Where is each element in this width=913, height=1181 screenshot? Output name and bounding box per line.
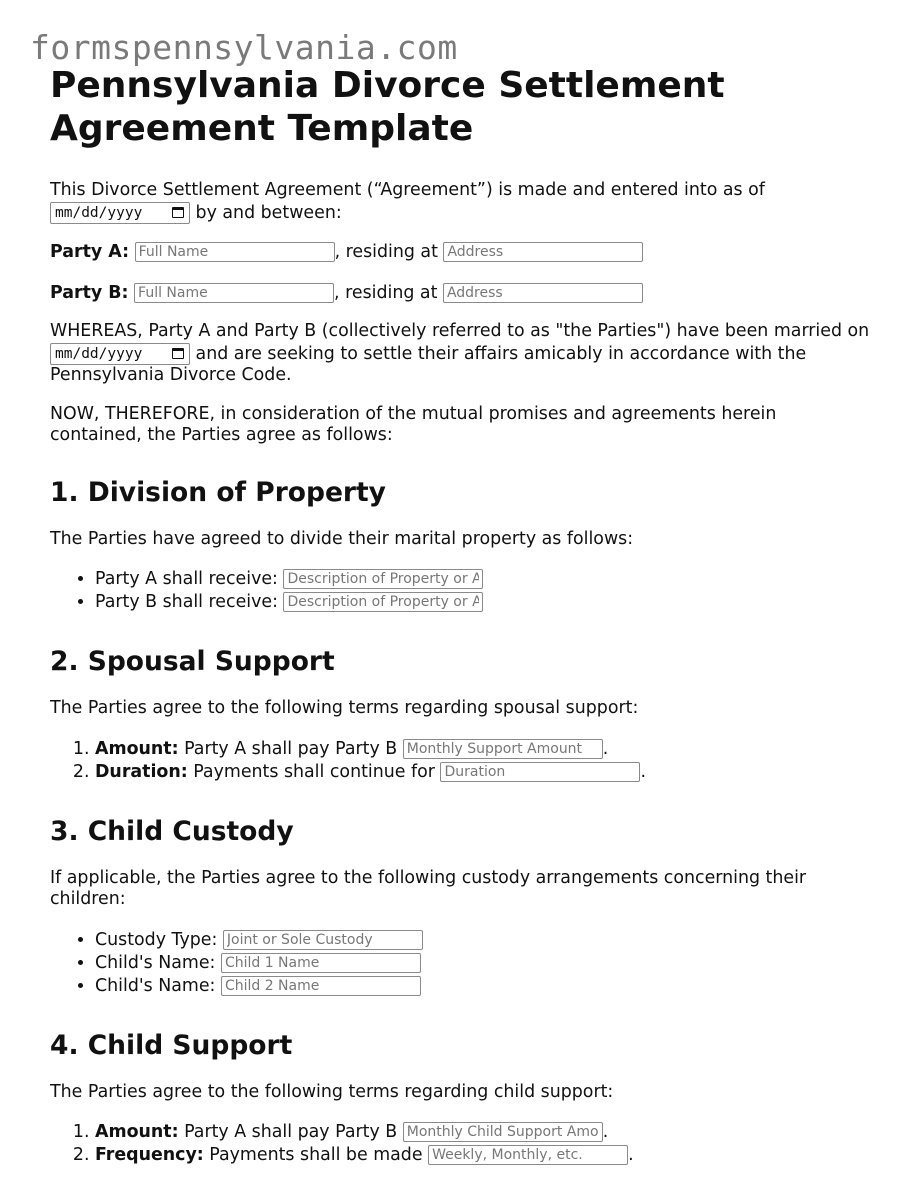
item-bold-label: Duration: xyxy=(95,761,188,782)
custody-type-input[interactable] xyxy=(223,930,423,950)
child-support-list xyxy=(50,1121,870,1167)
spousal-intro: The Parties agree to the following terms regarding spousal support: xyxy=(50,698,639,718)
list-item xyxy=(95,568,870,591)
party-a-label: Party A: xyxy=(50,242,130,262)
item-label: Payments shall be made xyxy=(209,1145,423,1165)
child-support-amount-input[interactable] xyxy=(403,1122,603,1142)
agreement-date-input[interactable] xyxy=(50,202,190,224)
item-end: . xyxy=(640,761,646,782)
party-a-address-input[interactable] xyxy=(443,242,643,262)
party-b-address-input[interactable] xyxy=(443,283,643,303)
date-placeholder: mm/dd/yyyy xyxy=(55,204,143,221)
list-item xyxy=(95,1144,870,1167)
item-label: Custody Type: xyxy=(95,929,218,950)
child-2-name-input[interactable] xyxy=(221,976,421,996)
now-therefore-paragraph: NOW, THEREFORE, in consideration of the mutual promises and agreements herein contained, the Parties agree as follows: xyxy=(50,403,777,445)
list-item xyxy=(95,738,870,761)
child-1-name-input[interactable] xyxy=(221,953,421,973)
item-label: Payments shall continue for xyxy=(193,761,435,782)
item-label: Party A shall pay Party B xyxy=(184,738,398,759)
item-end: . xyxy=(628,1145,634,1165)
intro-text-after: by and between: xyxy=(195,202,342,223)
document-body xyxy=(50,64,870,1167)
list-item xyxy=(95,929,870,952)
party-b-line xyxy=(50,283,870,305)
property-list xyxy=(50,568,870,614)
party-b-label: Party B: xyxy=(50,282,129,303)
party-b-property-input[interactable] xyxy=(283,592,483,612)
item-label: Party B shall receive: xyxy=(95,592,278,612)
whereas-text: WHEREAS, Party A and Party B (collectively referred to as "the Parties") have been married on xyxy=(50,321,870,341)
party-a-line xyxy=(50,242,870,264)
list-item xyxy=(95,761,870,784)
heading-child-custody: 3. Child Custody xyxy=(50,815,294,847)
list-item xyxy=(95,1121,870,1144)
item-label: Party A shall receive: xyxy=(95,569,278,589)
party-a-property-input[interactable] xyxy=(283,569,483,589)
item-bold-label: Amount: xyxy=(95,1122,179,1142)
party-a-name-input[interactable] xyxy=(135,242,335,262)
marriage-date-input[interactable] xyxy=(50,343,190,365)
watermark: formspennsylvania.com xyxy=(30,28,458,67)
item-end: . xyxy=(602,1122,609,1142)
party-b-residing: , residing at xyxy=(334,282,438,303)
item-label: Child's Name: xyxy=(95,952,216,973)
list-item xyxy=(95,975,870,998)
item-label: Party A shall pay Party B xyxy=(184,1122,398,1142)
child-support-intro: The Parties agree to the following terms regarding child support: xyxy=(50,1081,614,1102)
custody-list xyxy=(50,929,870,998)
item-end: . xyxy=(602,738,609,759)
date-placeholder: mm/dd/yyyy xyxy=(55,345,143,362)
page-title: Pennsylvania Divorce Settlement Agreement Template xyxy=(50,65,725,149)
calendar-icon[interactable] xyxy=(172,207,184,218)
list-item xyxy=(95,591,870,614)
heading-division-of-property: 1. Division of Property xyxy=(50,476,386,508)
heading-spousal-support: 2. Spousal Support xyxy=(50,646,335,677)
item-bold-label: Amount: xyxy=(95,738,179,759)
property-intro: The Parties have agreed to divide their marital property as follows: xyxy=(50,528,634,549)
child-support-frequency-input[interactable] xyxy=(428,1145,628,1165)
whereas-text-after: and are seeking to settle their affairs amicably in accordance with the Pennsylvania Divorce Code. xyxy=(50,343,807,385)
whereas-paragraph xyxy=(50,321,870,387)
party-b-name-input[interactable] xyxy=(134,283,334,303)
spousal-list xyxy=(50,738,870,784)
spousal-duration-input[interactable] xyxy=(440,762,640,782)
heading-child-support: 4. Child Support xyxy=(50,1029,293,1061)
intro-text: This Divorce Settlement Agreement (“Agreement”) is made and entered into as of xyxy=(50,180,765,200)
custody-intro: If applicable, the Parties agree to the following custody arrangements concerning their children: xyxy=(50,867,807,909)
list-item xyxy=(95,952,870,975)
party-a-residing: , residing at xyxy=(334,242,438,262)
intro-paragraph xyxy=(50,180,870,224)
item-label: Child's Name: xyxy=(95,975,216,996)
calendar-icon[interactable] xyxy=(172,348,184,359)
item-bold-label: Frequency: xyxy=(95,1145,204,1165)
spousal-amount-input[interactable] xyxy=(403,739,603,759)
